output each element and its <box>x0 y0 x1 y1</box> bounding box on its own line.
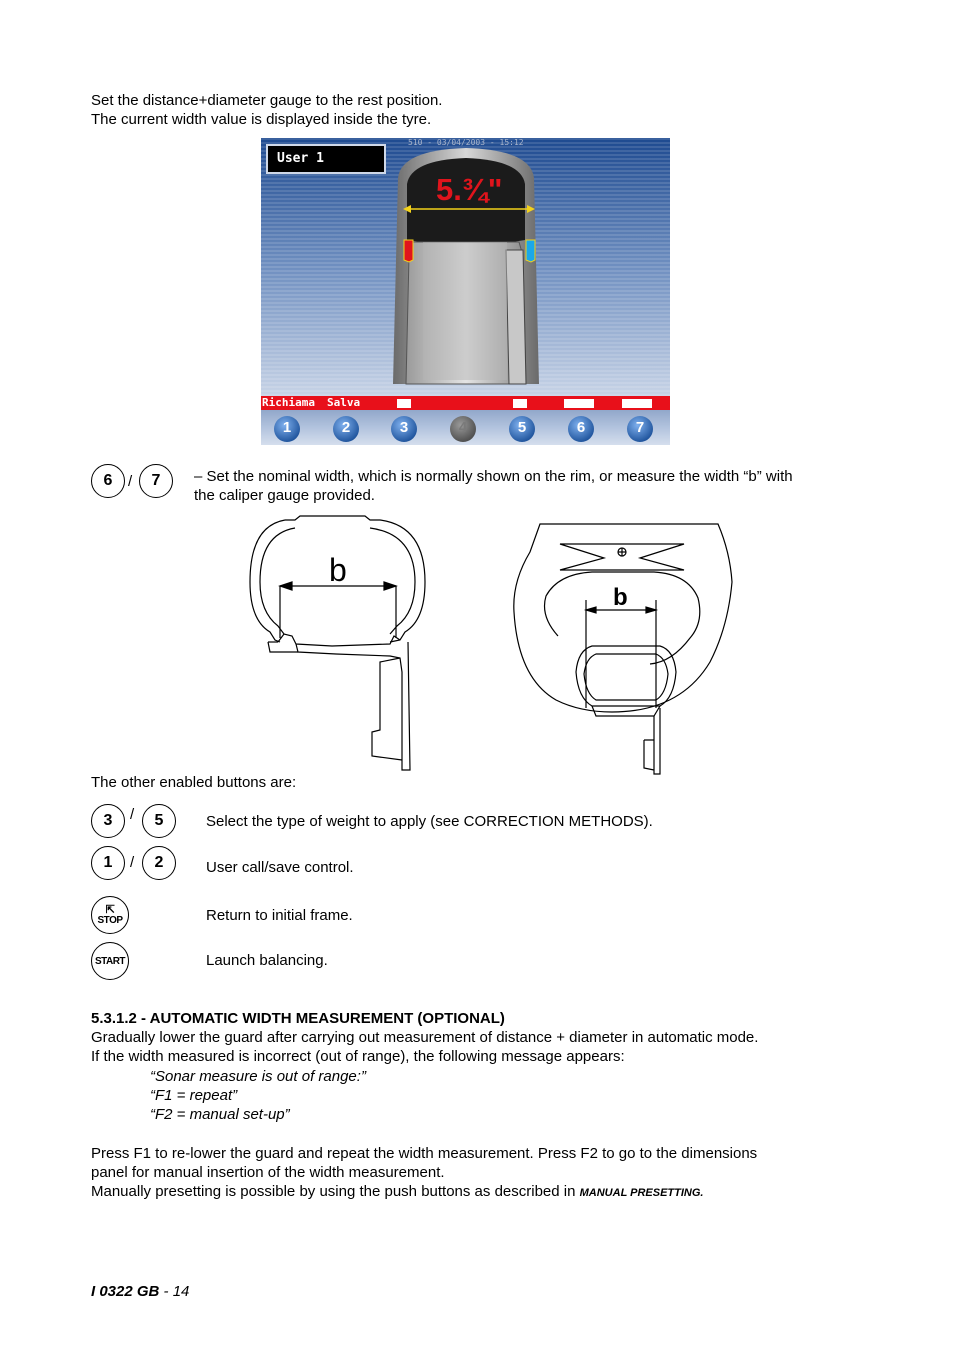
balancer-screen <box>261 138 670 445</box>
width-diagram <box>240 512 740 780</box>
diagram-label-right: b <box>613 584 628 611</box>
message-line-3: “F2 = manual set-up” <box>150 1106 290 1123</box>
section-p4: panel for manual insertion of the width measurement. <box>91 1164 445 1181</box>
save-button[interactable]: Salva <box>327 396 361 409</box>
header-info: 510 - 03/04/2003 - 15:12 <box>408 138 524 147</box>
section-heading: 5.3.1.2 - AUTOMATIC WIDTH MEASUREMENT (OPTIONAL) <box>91 1010 505 1027</box>
screen-button-6[interactable]: 6 <box>576 419 586 436</box>
start-text: Launch balancing. <box>206 952 328 969</box>
weight-type-text: Select the type of weight to apply (see CORRECTION METHODS). <box>206 813 653 830</box>
push-button-7: 7 <box>139 464 173 498</box>
user-call-text: User call/save control. <box>206 859 354 876</box>
push-button-3: 3 <box>91 804 125 838</box>
push-button-1: 1 <box>91 846 125 880</box>
screen-button-2[interactable]: 2 <box>341 419 351 436</box>
section-p3: Press F1 to re-lower the guard and repeat the width measurement. Press F2 to go to the dimensions <box>91 1145 758 1162</box>
stop-text: Return to initial frame. <box>206 907 353 924</box>
screen-button-row <box>261 419 670 439</box>
manual-presetting-ref: MANUAL PRESETTING. <box>579 1187 704 1199</box>
screen-button-4: 4 <box>458 419 468 436</box>
slash: / <box>130 806 135 823</box>
section-p5-text: Manually presetting is possible by using the push buttons as described in <box>91 1183 576 1200</box>
screen-button-3[interactable]: 3 <box>399 419 409 436</box>
section-p5 <box>91 1182 703 1203</box>
message-line-1: “Sonar measure is out of range:” <box>150 1068 366 1085</box>
screen-button-5[interactable]: 5 <box>517 419 527 436</box>
push-button-6: 6 <box>91 464 125 498</box>
stop-arrow-icon: ⇱ <box>105 903 115 916</box>
stop-button <box>91 896 129 934</box>
section-p2: If the width measured is incorrect (out of range), the following message appears: <box>91 1048 625 1065</box>
intro-line-1: Set the distance+diameter gauge to the rest position. <box>91 92 443 109</box>
push-button-5: 5 <box>142 804 176 838</box>
nominal-text-2: the caliper gauge provided. <box>194 487 375 504</box>
doc-code: I 0322 GB <box>91 1283 160 1300</box>
slash: / <box>128 473 133 490</box>
user-label: User 1 <box>277 151 324 166</box>
push-button-2: 2 <box>142 846 176 880</box>
slash: / <box>130 854 135 871</box>
page-number: - 14 <box>159 1283 190 1300</box>
screen-button-7[interactable]: 7 <box>635 419 645 436</box>
start-button <box>91 942 129 980</box>
diagram-label-left: b <box>329 552 347 588</box>
width-value: 5.¾" <box>436 172 503 207</box>
page-footer <box>91 1283 189 1300</box>
intro-line-2: The current width value is displayed inside the tyre. <box>91 111 432 128</box>
stop-button-label: STOP <box>97 914 123 926</box>
nominal-text-1: – Set the nominal width, which is normally shown on the rim, or measure the width “b” with <box>194 468 793 485</box>
other-intro: The other enabled buttons are: <box>91 774 297 791</box>
start-button-label: START <box>94 955 126 967</box>
screen-button-1[interactable]: 1 <box>282 419 292 436</box>
section-p1: Gradually lower the guard after carrying out measurement of distance + diameter in automatic mode. <box>91 1029 759 1046</box>
message-line-2: “F1 = repeat” <box>150 1087 238 1104</box>
recall-button[interactable]: Richiama <box>262 396 315 409</box>
